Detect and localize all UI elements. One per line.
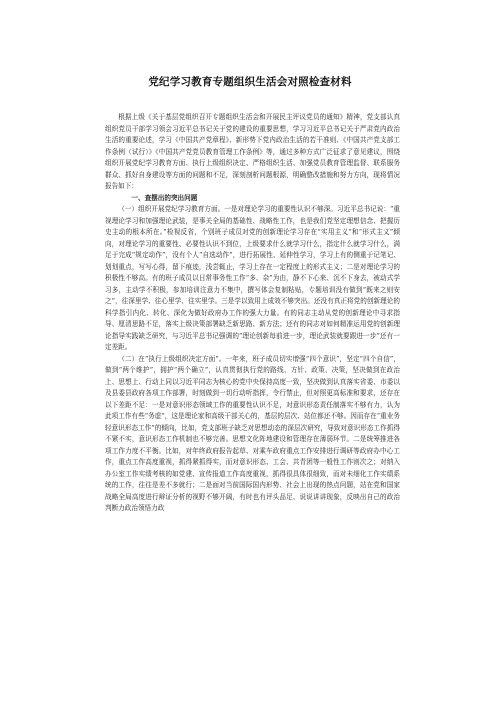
intro-paragraph: 根据上级《关于基层党组织召开专题组织生活会和开展民主评议党员的通知》精神，党支部认真组织党员干部学习领会习近平总书记关于党的建设的重要思想，学习习近平总书记关于严肃党内政治生活的重要论述，学习《中国共产党章程》、新形势下党内政治生活的若干准则、《中国共产党支部工作条例（试行）》《中国共产党党员教育管理工作条例》等，通过多种方式广泛征求了意见建议，围绕组织开展党纪学习教育方面、执行上级组织决定、严格组织生活、加强党员教育管理监督、联系服务群众、抓好自身建设等方面的问题和不足，深刻剖析问题根源，明确整改措施和努力方向，现将情况报告如下： bbox=[105, 113, 400, 190]
document-title: 党纪学习教育专题组织生活会对照检查材料 bbox=[148, 76, 352, 88]
paragraph-2: （二）在“执行上级组织决定方面”。一年来，班子成员切实增强“四个意识”，坚定“四个自信”，做到“两个维护”，拥护“两个确立”，认真贯彻执行党的路线、方针、政策、决策，坚决做到在政治上、思想上、行动上同以习近平同志为核心的党中央保持高度一致，坚决做到认真落实省委、市委以及县委县政府各项工作部署，时刻做到一切行动听指挥，令行禁止，但对照更高标准和要求，还存在以下差距不足：一是对意识形态领域工作的重要性认识不足，对意识形态责任制落实不够有力，认为此项工作有些“务虚”，这是理论家和高级干部关心的，基层的层次、站位都还不够。因而存在“重业务轻意识形态工作”的倾向，比如，党支部班子缺乏对思想动态的深层次研究，导致对意识形态工作抓得不紧不实，意识形态工作机制也不够完善。思想文化阵地建设和管理存在薄弱环节。二是统筹推进各项工作力度不平衡。比如，对年终政府报告起草、对乘车政府重点工作安排进行调研等政府办中心工作，重点工作高度重视，抓得紧抓得实，而对意识形态、工会、共青团等一般性工作则次之；对纳入办公室工作实绩考核的如党建、宣传报道工作高度重视，抓得很具体很细致，而对未细化工作实绩系统的工作，往往是差不多就行；二是面对当前国际国内形势、社会上出现的热点问题，站在党和国家战略全局高度进行辩证分析的视野不够开阔，有时也有评头品足、说说讲讲现象，反映出自己的政治判断力政治领悟力政 bbox=[105, 354, 400, 512]
document-body bbox=[105, 112, 400, 515]
section-heading: 一、查摆出的突出问题 bbox=[131, 193, 198, 202]
paragraph-1: （一）组织开展党纪学习教育方面。一是对理论学习的重要性认识不够深。习近平总书记说：“重视理论学习和加强理论武装，是事关全局的基础性、战略性工作，也是我们党坚定理想信念、把握历史主动的根本所在。”检视反省，个别班子成员对党的创新理论学习存在“实用主义”和“形式主义”倾向，对理论学习的重要性、必要性认识不到位，上级要求什么就学习什么，指定什么就学习什么，满足于完成“规定动作”，没有个人“自选动作”，进行拓展性、延伸性学习，学习上有的侧重于记笔记、划划重点，写写心得，留下痕迹，浅尝辄止，学习上存在一定程度上的形式主义；二是对理论学习的积极性不够高。有的班子成员以日常事务性工作“多、杂”为由，静不下心来、沉不下身去，被动式学习多，主动学不积极，参加培训注意力不集中，撰写体会复制粘贴，专题培训没有做到“既来之则安之”，往深里学、往心里学、往实里学。三是学以致用上成效不够突出。还没有真正将党的创新理论的科学指引内化、转化、深化为做好政府办工作的强大力量。有的同志主动从党的创新理论中寻求指导、厘清思路不足，落实上级决策部署缺乏新思路、新方法；还有的同志对如何精准运用党的创新理论指导实践缺乏研究，与习近平总书记强调的“理论创新每前进一步，理论武装就要跟进一步”还有一定差距。 bbox=[105, 205, 400, 351]
